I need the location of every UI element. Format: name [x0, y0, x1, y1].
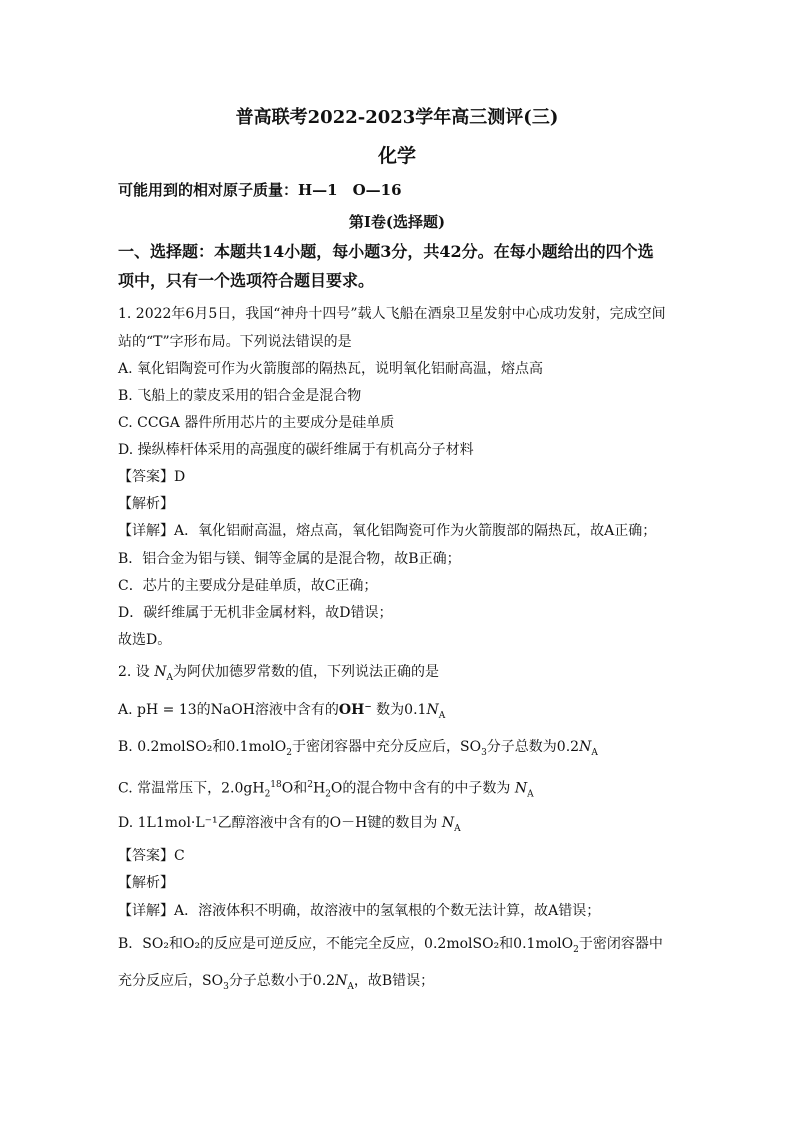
na-subscript: A [591, 747, 598, 758]
q1-option-c: C. CCGA 器件所用芯片的主要成分是硅单质 [118, 415, 395, 431]
deuterium-superscript: 2 [307, 780, 313, 790]
na-symbol: N [154, 664, 167, 680]
q1-detail-text1: A．氧化铝耐高温，熔点高，氧化铝陶瓷可作为火箭腹部的隔热瓦，故A正确； [174, 523, 657, 539]
o2-subscript: 2 [573, 944, 579, 955]
q1-detail-line1 [118, 521, 656, 541]
section-heading-line1: 一、选择题：本题共14小题，每小题3分，共42分。在每小题给出的四个选 [118, 242, 654, 261]
q2-option-d-text: D. 1L1mol·L⁻¹乙醇溶液中含有的O－H键的数目为 [118, 815, 442, 831]
na-symbol: N [335, 973, 348, 989]
q2-option-a [118, 700, 445, 726]
q2-option-c-text: C. 常温常压下，2.0gH [118, 780, 265, 797]
hydrogen-symbol: H [312, 780, 326, 797]
page-title: 普高联考2022-2023学年高三测评(三) [235, 107, 559, 128]
q2-option-b-value: 分子总数为0.2 [486, 739, 580, 755]
q2-option-b-mid: 于密闭容器中充分反应后，SO [291, 739, 482, 755]
q1-detail-tag: 【详解】 [118, 523, 174, 539]
q2-detail2-text: B．SO₂和O₂的反应是可逆反应，不能完全反应，0.2molSO₂和0.1molO [118, 936, 574, 952]
na-symbol: N [441, 815, 455, 831]
atomic-masses: 可能用到的相对原子质量：H—1 O—16 [118, 181, 402, 199]
o2-subscript: 2 [286, 747, 292, 758]
q2-detail-line2 [118, 934, 663, 960]
na-symbol: N [426, 702, 439, 718]
q2-detail3-text: 充分反应后，SO [118, 973, 224, 989]
subject-title: 化学 [377, 145, 416, 167]
na-subscript: A [166, 672, 174, 683]
h2-subscript: 2 [264, 789, 271, 800]
na-subscript: A [438, 710, 446, 721]
section-heading-line2: 项中，只有一个选项符合题目要求。 [118, 271, 375, 290]
q2-detail2-post: 于密闭容器中 [578, 936, 663, 952]
q2-option-c-mid: O和 [281, 780, 308, 797]
q1-option-d: D. 操纵棒杆体采用的高强度的碳纤维属于有机高分子材料 [118, 442, 474, 458]
q1-stem-line2: 站的“T”字形布局。下列说法错误的是 [118, 334, 352, 350]
q1-answer: 【答案】D [118, 469, 186, 485]
q1-option-a: A. 氧化铝陶瓷可作为火箭腹部的隔热瓦，说明氧化铝耐高温，熔点高 [118, 361, 544, 377]
h2-subscript: 2 [325, 789, 331, 800]
q2-option-a-value: 数为0.1 [371, 702, 427, 718]
q2-analysis-label: 【解析】 [118, 875, 174, 891]
q2-detail3-mid: 分子总数小于0.2 [228, 973, 336, 989]
na-subscript: A [347, 981, 354, 992]
q1-detail-line5: 故选D。 [118, 632, 172, 648]
na-subscript: A [527, 789, 534, 800]
volume-heading: 第I卷(选择题) [348, 213, 446, 231]
q1-option-b: B. 飞船上的蒙皮采用的铝合金是混合物 [118, 388, 362, 404]
q2-option-b [118, 737, 598, 763]
q2-option-c [118, 775, 534, 804]
hydroxide-formula: OH⁻ [338, 702, 372, 718]
q2-option-b-text: B. 0.2molSO₂和0.1molO [118, 739, 287, 755]
q2-detail-line1 [118, 901, 600, 921]
so3-subscript: 3 [481, 747, 487, 758]
q2-stem-pre: 2. 设 [118, 664, 155, 680]
q1-detail-line4: D．碳纤维属于无机非金属材料，故D错误； [118, 605, 393, 621]
na-symbol: N [579, 739, 592, 755]
q1-detail-line3: C．芯片的主要成分是硅单质，故C正确； [118, 578, 378, 594]
q1-detail-line2: B．铝合金为铝与镁、铜等金属的是混合物，故B正确； [118, 551, 461, 567]
na-subscript: A [454, 823, 461, 834]
na-symbol: N [514, 780, 528, 797]
q1-analysis-label: 【解析】 [118, 496, 174, 512]
o18-superscript: 18 [270, 780, 282, 790]
q2-detail-tag: 【详解】 [118, 903, 174, 919]
q1-stem-line1: 1. 2022年6月5日，我国“神舟十四号”载人飞船在酒泉卫星发射中心成功发射，完成空间 [118, 306, 666, 322]
q2-option-d [118, 813, 461, 839]
q2-stem-post: 为阿伏加德罗常数的值，下列说法正确的是 [173, 664, 440, 680]
so3-subscript: 3 [223, 981, 229, 992]
q2-option-c-post: O的混合物中含有的中子数为 [330, 780, 515, 797]
q2-detail-text1: A．溶液体积不明确，故溶液中的氢氧根的个数无法计算，故A错误； [174, 903, 601, 919]
q2-detail-line3 [118, 971, 434, 997]
q2-stem [118, 662, 439, 688]
q2-detail3-post: ，故B错误； [353, 973, 435, 989]
q2-option-a-text: A. pH = 13的NaOH溶液中含有的 [118, 702, 339, 718]
q2-answer: 【答案】C [118, 848, 185, 864]
